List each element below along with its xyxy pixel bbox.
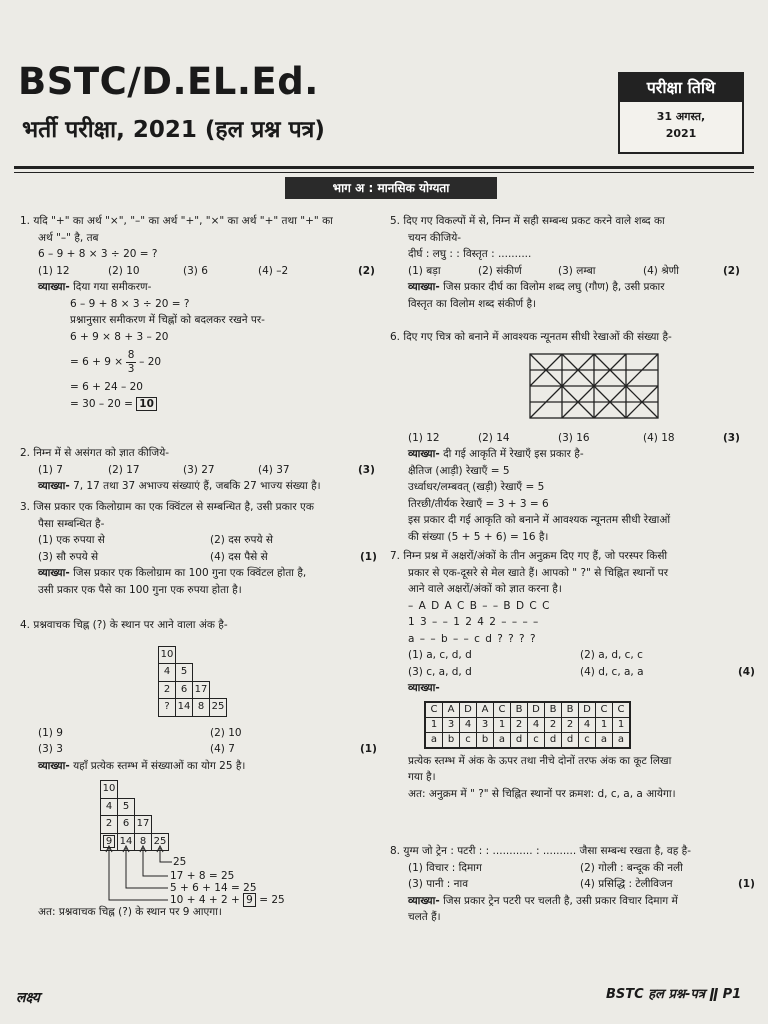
q2-answer: (3) xyxy=(358,463,375,476)
q3-option-1: (1) एक रुपया से xyxy=(38,534,105,546)
q6-stem: 6. दिए गए चित्र को बनाने में आवश्यक न्यूनतम सीधी रेखाओं की संख्या है- xyxy=(390,331,672,343)
q1-exp-line4: 6 + 9 × 8 + 3 – 20 xyxy=(70,330,169,343)
q5-answer: (2) xyxy=(723,264,740,277)
q1-fraction xyxy=(126,349,136,376)
q1-option-4: (4) –2 xyxy=(258,264,289,277)
q4-sum-line2: 17 + 8 = 25 xyxy=(170,870,235,882)
q3-answer: (1) xyxy=(360,550,377,563)
q4-sol-answer-cell: 9 xyxy=(103,835,115,848)
q7-option-4: (4) d, c, a, a xyxy=(580,665,644,678)
q7-stem-line1: 7. निम्न प्रश्न में अक्षरों/अंकों के तीन अनुक्रम दिए गए हैं, जो परस्पर किसी xyxy=(390,550,668,562)
q7-option-3: (3) c, a, d, d xyxy=(408,665,472,678)
q2-option-2: (2) 17 xyxy=(108,463,140,476)
q7-grid-cell: B xyxy=(545,702,562,718)
q6-exp-line4: इस प्रकार दी गई आकृति को बनाने में आवश्यक न्यूनतम सीधी रेखाओं xyxy=(408,514,671,526)
q7-grid-cell: C xyxy=(425,702,443,718)
q7-exp-line1: प्रत्येक स्तम्भ में अंक के ऊपर तथा नीचे दोनों तरफ अंक का कूट लिखा xyxy=(408,754,672,767)
q1-frac-den: 3 xyxy=(127,362,135,375)
q4-sol-cell: 14 xyxy=(118,833,135,851)
q1-exp-line6: = 6 + 24 – 20 xyxy=(70,381,143,393)
exam-title: BSTC/D.EL.Ed. xyxy=(18,60,319,103)
q4-cell: ? xyxy=(159,699,176,717)
q8-option-4: (4) प्रसिद्धि : टेलीविजन xyxy=(580,878,673,890)
q3-options-row1 xyxy=(20,532,382,549)
q4-cell: 6 xyxy=(176,681,193,699)
question-8 xyxy=(390,843,758,926)
q7-grid-cell: a xyxy=(494,732,511,748)
q4-options-row1 xyxy=(20,725,382,742)
q3-stem-line2: पैसा सम्बन्धित है- xyxy=(38,517,105,530)
q7-grid-cell: b xyxy=(443,732,460,748)
q7-stem-line3: आने वाले अक्षरों/अंकों को ज्ञात करना है। xyxy=(408,583,562,595)
q4-sum-line1: 25 xyxy=(173,856,187,868)
q1-options xyxy=(20,263,382,280)
q7-grid-cell: d xyxy=(562,732,579,748)
q7-grid-cell: C xyxy=(613,702,631,718)
q1-exp5-b: – 20 xyxy=(139,355,162,368)
footer-brand: लक्ष्य xyxy=(16,990,40,1006)
q4-sol-cell: 8 xyxy=(135,833,152,851)
q4-explanation: यहाँ प्रत्येक स्तम्भ में संख्याओं का योग 25 है। xyxy=(73,759,246,772)
q3-explanation-label: व्याख्या- xyxy=(38,567,70,579)
q4-sum-line3: 5 + 6 + 14 = 25 xyxy=(170,882,257,894)
q1-explanation-label: व्याख्या- xyxy=(38,281,70,293)
q6-options xyxy=(390,430,758,447)
q4-sum4-a: 10 + 4 + 2 + xyxy=(170,894,240,906)
q7-grid-cell: 3 xyxy=(477,717,494,732)
q3-option-3: (3) सौ रुपये से xyxy=(38,550,99,563)
q8-explanation-label: व्याख्या- xyxy=(408,894,440,907)
q7-grid-cell: a xyxy=(613,732,631,748)
q1-exp-line2: 6 – 9 + 8 × 3 ÷ 20 = ? xyxy=(70,297,190,310)
date-line-1: 31 अगस्त, xyxy=(656,110,706,123)
q4-conclusion: अत: प्रश्नवाचक चिह्न (?) के स्थान पर 9 आएगा। xyxy=(38,906,222,918)
q4-cell: 4 xyxy=(159,664,176,682)
q7-grid-cell: 2 xyxy=(562,717,579,732)
q2-option-4: (4) 37 xyxy=(258,463,290,476)
q7-grid-cell: 1 xyxy=(425,717,443,732)
q5-stem-line2: चयन कीजिये- xyxy=(408,231,462,244)
q6-option-2: (2) 14 xyxy=(478,431,510,444)
q7-grid-cell: c xyxy=(528,732,545,748)
q5-stem-line1: 5. दिए गए विकल्पों में से, निम्न में सही सम्बन्ध प्रकट करने वाले शब्द का xyxy=(390,215,665,227)
q4-sol-cell: 2 xyxy=(101,816,118,834)
q8-exp-line1: जिस प्रकार ट्रेन पटरी पर चलती है, उसी प्रकार विचार दिमाग में xyxy=(443,894,678,907)
q8-options-row2 xyxy=(390,876,758,893)
q7-grid-cell: A xyxy=(477,702,494,718)
q5-option-3: (3) लम्बा xyxy=(558,264,596,277)
q8-answer: (1) xyxy=(738,878,755,890)
q5-exp-line1: जिस प्रकार दीर्घ का विलोम शब्द लघु (गौण) है, उसी प्रकार xyxy=(443,281,665,293)
q7-stem-line2: प्रकार से एक-दूसरे से मेल खाते हैं। आपको " ?" से चिह्नित स्थानों पर xyxy=(408,566,669,579)
q1-exp-line5 xyxy=(20,345,382,379)
section-heading: भाग अ : मानसिक योग्यता xyxy=(285,177,497,199)
q1-option-1: (1) 12 xyxy=(38,264,70,277)
q1-frac-num: 8 xyxy=(127,348,135,361)
q7-grid-cell: 4 xyxy=(460,717,477,732)
q7-grid-cell: D xyxy=(528,702,545,718)
q4-sol-cell: 17 xyxy=(135,816,152,834)
q2-options xyxy=(20,462,382,479)
question-7 xyxy=(390,548,758,802)
question-2 xyxy=(20,445,382,495)
q7-exp-line3: अत: अनुक्रम में " ?" से चिह्नित स्थानों पर क्रमश: d, c, a, a आयेगा। xyxy=(408,787,676,800)
q7-grid-cell: a xyxy=(425,732,443,748)
q8-option-2: (2) गोली : बन्दूक की नली xyxy=(580,861,683,874)
q6-exp-line5: की संख्या (5 + 5 + 6) = 16 है। xyxy=(408,530,549,543)
q4-number-staircase xyxy=(158,646,227,717)
q4-cell: 14 xyxy=(176,699,193,717)
q7-sequence-2: 1 3 – – 1 2 4 2 – – – – xyxy=(408,616,540,628)
q1-exp-line3: प्रश्नानुसार समीकरण में चिह्नों को बदलकर रखने पर- xyxy=(70,314,265,326)
exam-date-box xyxy=(618,72,744,154)
date-value xyxy=(620,108,742,142)
q4-answer: (1) xyxy=(360,743,377,755)
q1-answer: (2) xyxy=(358,264,375,277)
q1-boxed-answer: 10 xyxy=(136,397,157,411)
q6-exp-line3: तिरछी/तीर्यक रेखाएँ = 3 + 3 = 6 xyxy=(408,497,549,510)
q8-option-3: (3) पानी : नाव xyxy=(408,878,469,890)
header-rule-thin xyxy=(14,172,754,173)
header-rule xyxy=(14,166,754,169)
q7-grid-cell: b xyxy=(477,732,494,748)
q6-exp-line1: क्षैतिज (आड़ी) रेखाएँ = 5 xyxy=(408,464,510,477)
q7-grid-cell: D xyxy=(579,702,596,718)
q6-option-3: (3) 16 xyxy=(558,431,590,444)
q7-option-2: (2) a, d, c, c xyxy=(580,649,643,661)
q7-grid-cell: d xyxy=(545,732,562,748)
q7-grid-cell: d xyxy=(511,732,528,748)
q7-grid-cell: a xyxy=(596,732,613,748)
q4-options-row2 xyxy=(20,741,382,758)
date-line-2: 2021 xyxy=(665,127,697,140)
q7-code-grid xyxy=(424,701,631,749)
q7-grid-cell: 1 xyxy=(494,717,511,732)
question-3 xyxy=(20,499,382,598)
question-6 xyxy=(390,329,758,545)
q4-stem: 4. प्रश्नवाचक चिह्न (?) के स्थान पर आने वाला अंक है- xyxy=(20,619,228,631)
q2-option-1: (1) 7 xyxy=(38,463,63,476)
q8-exp-line2: चलते हैं। xyxy=(408,911,441,923)
q3-option-4: (4) दस पैसे से xyxy=(210,550,268,563)
q5-option-1: (1) बड़ा xyxy=(408,264,441,277)
q4-sol-cell: 25 xyxy=(152,833,169,851)
q8-option-1: (1) विचार : दिमाग xyxy=(408,861,482,874)
q7-grid-cell: C xyxy=(596,702,613,718)
q7-sequence-1: – A D A C B – – B D C C xyxy=(408,599,551,612)
q6-option-1: (1) 12 xyxy=(408,431,440,444)
q7-grid-cell: 2 xyxy=(545,717,562,732)
date-label: परीक्षा तिथि xyxy=(620,74,742,102)
q4-option-4: (4) 7 xyxy=(210,743,235,755)
q4-cell: 2 xyxy=(159,681,176,699)
q2-option-3: (3) 27 xyxy=(183,463,215,476)
q7-grid-cell: 1 xyxy=(613,717,631,732)
q4-sol-cell: 4 xyxy=(101,798,118,816)
q1-option-3: (3) 6 xyxy=(183,264,208,277)
q4-sol-cell: 6 xyxy=(118,816,135,834)
q7-answer: (4) xyxy=(738,665,755,678)
q1-exp-line7: = 30 – 20 = xyxy=(70,397,133,410)
q3-exp-line1: जिस प्रकार एक किलोग्राम का 100 गुना एक क्विंटल होता है, xyxy=(73,567,307,579)
q5-pair: दीर्घ : लघु : : विस्तृत : .......... xyxy=(408,248,532,260)
q8-stem: 8. युग्म जो ट्रेन : पटरी : : ............ : .......... जैसा सम्बन्ध रखता है, वह है- xyxy=(390,845,691,857)
q1-exp-line1: दिया गया समीकरण- xyxy=(73,281,152,293)
q7-option-1: (1) a, c, d, d xyxy=(408,649,472,661)
q7-grid-cell: c xyxy=(579,732,596,748)
q4-sum4-c: = 25 xyxy=(259,894,285,906)
q4-sum4-boxed: 9 xyxy=(243,893,256,907)
q7-grid-cell: 2 xyxy=(511,717,528,732)
q7-grid-cell: c xyxy=(460,732,477,748)
q3-stem-line1: 3. जिस प्रकार एक किलोग्राम का एक क्विंटल से सम्बन्धित है, उसी प्रकार एक xyxy=(20,501,314,513)
q5-option-2: (2) संकीर्ण xyxy=(478,264,522,277)
q7-grid-cell: C xyxy=(494,702,511,718)
q6-line-figure xyxy=(528,352,668,424)
q6-exp-line2: उर्ध्वाधर/लम्बवत् (खड़ी) रेखाएँ = 5 xyxy=(408,481,545,493)
q1-exp5-a: = 6 + 9 × xyxy=(70,355,124,368)
q6-answer: (3) xyxy=(723,431,740,444)
exam-subtitle: भर्ती परीक्षा, 2021 (हल प्रश्न पत्र) xyxy=(22,117,325,143)
q4-cell: 10 xyxy=(159,646,176,664)
question-5 xyxy=(390,213,758,312)
question-1 xyxy=(20,213,382,412)
q3-options-row2 xyxy=(20,549,382,566)
q1-expression: 6 – 9 + 8 × 3 ÷ 20 = ? xyxy=(38,248,158,260)
question-4 xyxy=(20,617,382,919)
q4-option-1: (1) 9 xyxy=(38,726,63,739)
q7-grid-cell: 3 xyxy=(443,717,460,732)
q7-grid-cell: D xyxy=(460,702,477,718)
q4-cell: 25 xyxy=(210,699,227,717)
q5-explanation-label: व्याख्या- xyxy=(408,281,440,293)
q7-grid-cell: A xyxy=(443,702,460,718)
footer-page-label: BSTC हल प्रश्न-पत्र ǁ P1 xyxy=(606,987,742,1002)
q8-options-row1 xyxy=(390,860,758,877)
q5-options xyxy=(390,263,758,280)
q7-exp-line2: गया है। xyxy=(408,771,436,783)
q5-option-4: (4) श्रेणी xyxy=(643,264,679,277)
q6-exp-line0: दी गई आकृति में रेखाएँ इस प्रकार है- xyxy=(443,448,584,460)
q2-explanation: 7, 17 तथा 37 अभाज्य संख्याएं हैं, जबकि 27 भाज्य संख्या है। xyxy=(73,480,321,492)
q4-sol-cell: 10 xyxy=(101,781,118,799)
q2-stem: 2. निम्न में से असंगत को ज्ञात कीजिये- xyxy=(20,447,170,459)
q1-stem-line2: अर्थ "–" है, तब xyxy=(38,231,99,244)
q6-option-4: (4) 18 xyxy=(643,431,675,444)
q7-options-row2 xyxy=(390,664,758,681)
q3-option-2: (2) दस रुपये से xyxy=(210,534,273,546)
q7-grid-cell: 1 xyxy=(596,717,613,732)
q7-grid-cell: 4 xyxy=(579,717,596,732)
q1-stem-line1: 1. यदि "+" का अर्थ "×", "–" का अर्थ "+", "×" का अर्थ "+" तथा "+" का xyxy=(20,215,333,227)
q4-solution-diagram xyxy=(20,774,382,919)
q7-explanation-label: व्याख्या- xyxy=(408,682,440,694)
q4-option-2: (2) 10 xyxy=(210,726,242,739)
q4-option-3: (3) 3 xyxy=(38,743,63,755)
q6-explanation-label: व्याख्या- xyxy=(408,448,440,460)
q7-grid-cell: 4 xyxy=(528,717,545,732)
q7-options-row1 xyxy=(390,647,758,664)
q7-grid-cell: B xyxy=(562,702,579,718)
q7-grid-cell: B xyxy=(511,702,528,718)
q4-explanation-label: व्याख्या- xyxy=(38,759,70,772)
q2-explanation-label: व्याख्या- xyxy=(38,480,70,492)
q3-exp-line2: उसी प्रकार एक पैसे का 100 गुना एक रुपया होता है। xyxy=(38,583,242,596)
q1-option-2: (2) 10 xyxy=(108,264,140,277)
q4-cell: 5 xyxy=(176,664,193,682)
q5-exp-line2: विस्तृत का विलोम शब्द संकीर्ण है। xyxy=(408,297,536,310)
q4-cell: 8 xyxy=(193,699,210,717)
q4-sol-cell: 5 xyxy=(118,798,135,816)
q7-sequence-3: a – – b – – c d ? ? ? ? xyxy=(408,632,537,645)
q4-cell: 17 xyxy=(193,681,210,699)
